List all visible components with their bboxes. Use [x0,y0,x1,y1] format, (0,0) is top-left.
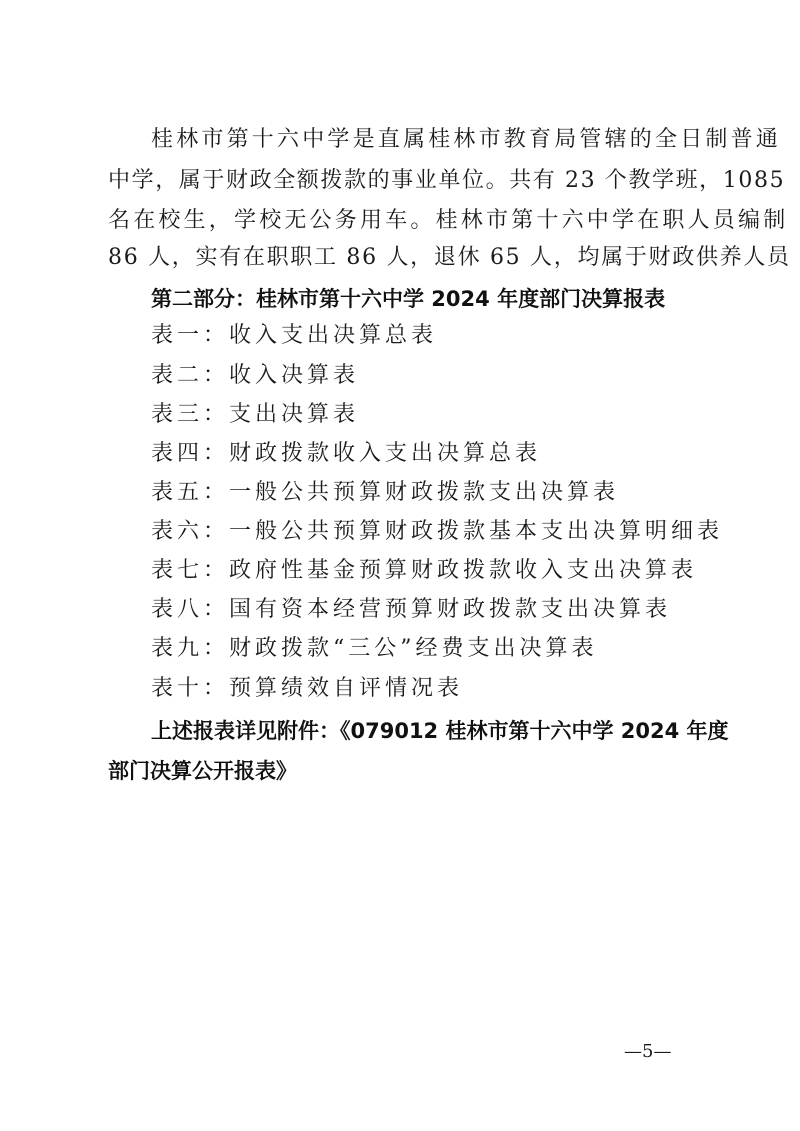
intro-line-4: 86 人，实有在职职工 86 人，退休 65 人，均属于财政供养人员 [108,245,791,270]
table-list-item: 表五：一般公共预算财政拨款支出决算表 [151,480,620,505]
intro-line-2: 中学，属于财政全额拨款的事业单位。共有 23 个教学班，1085 [108,168,786,193]
table-list-item: 表三：支出决算表 [151,402,360,427]
page-number: —5— [624,1041,672,1062]
attachment-line-2: 部门决算公开报表》 [108,759,297,783]
intro-line-1: 桂林市第十六中学是直属桂林市教育局管辖的全日制普通 [151,127,782,152]
attachment-line-1: 上述报表详见附件：《079012 桂林市第十六中学 2024 年度 [151,719,729,743]
intro-line-3: 名在校生，学校无公务用车。桂林市第十六中学在职人员编制 [108,208,789,233]
table-list-item: 表八：国有资本经营预算财政拨款支出决算表 [151,597,672,622]
table-list-item: 表七：政府性基金预算财政拨款收入支出决算表 [151,558,698,583]
table-list-item: 表十：预算绩效自评情况表 [151,676,464,701]
table-list-item: 表九：财政拨款“三公”经费支出决算表 [151,636,598,661]
table-list-item: 表二：收入决算表 [151,363,360,388]
table-list-item: 表四：财政拨款收入支出决算总表 [151,441,542,466]
table-list-item: 表一：收入支出决算总表 [151,323,438,348]
table-list-item: 表六：一般公共预算财政拨款基本支出决算明细表 [151,519,724,544]
section-heading: 第二部分：桂林市第十六中学 2024 年度部门决算报表 [151,287,666,311]
